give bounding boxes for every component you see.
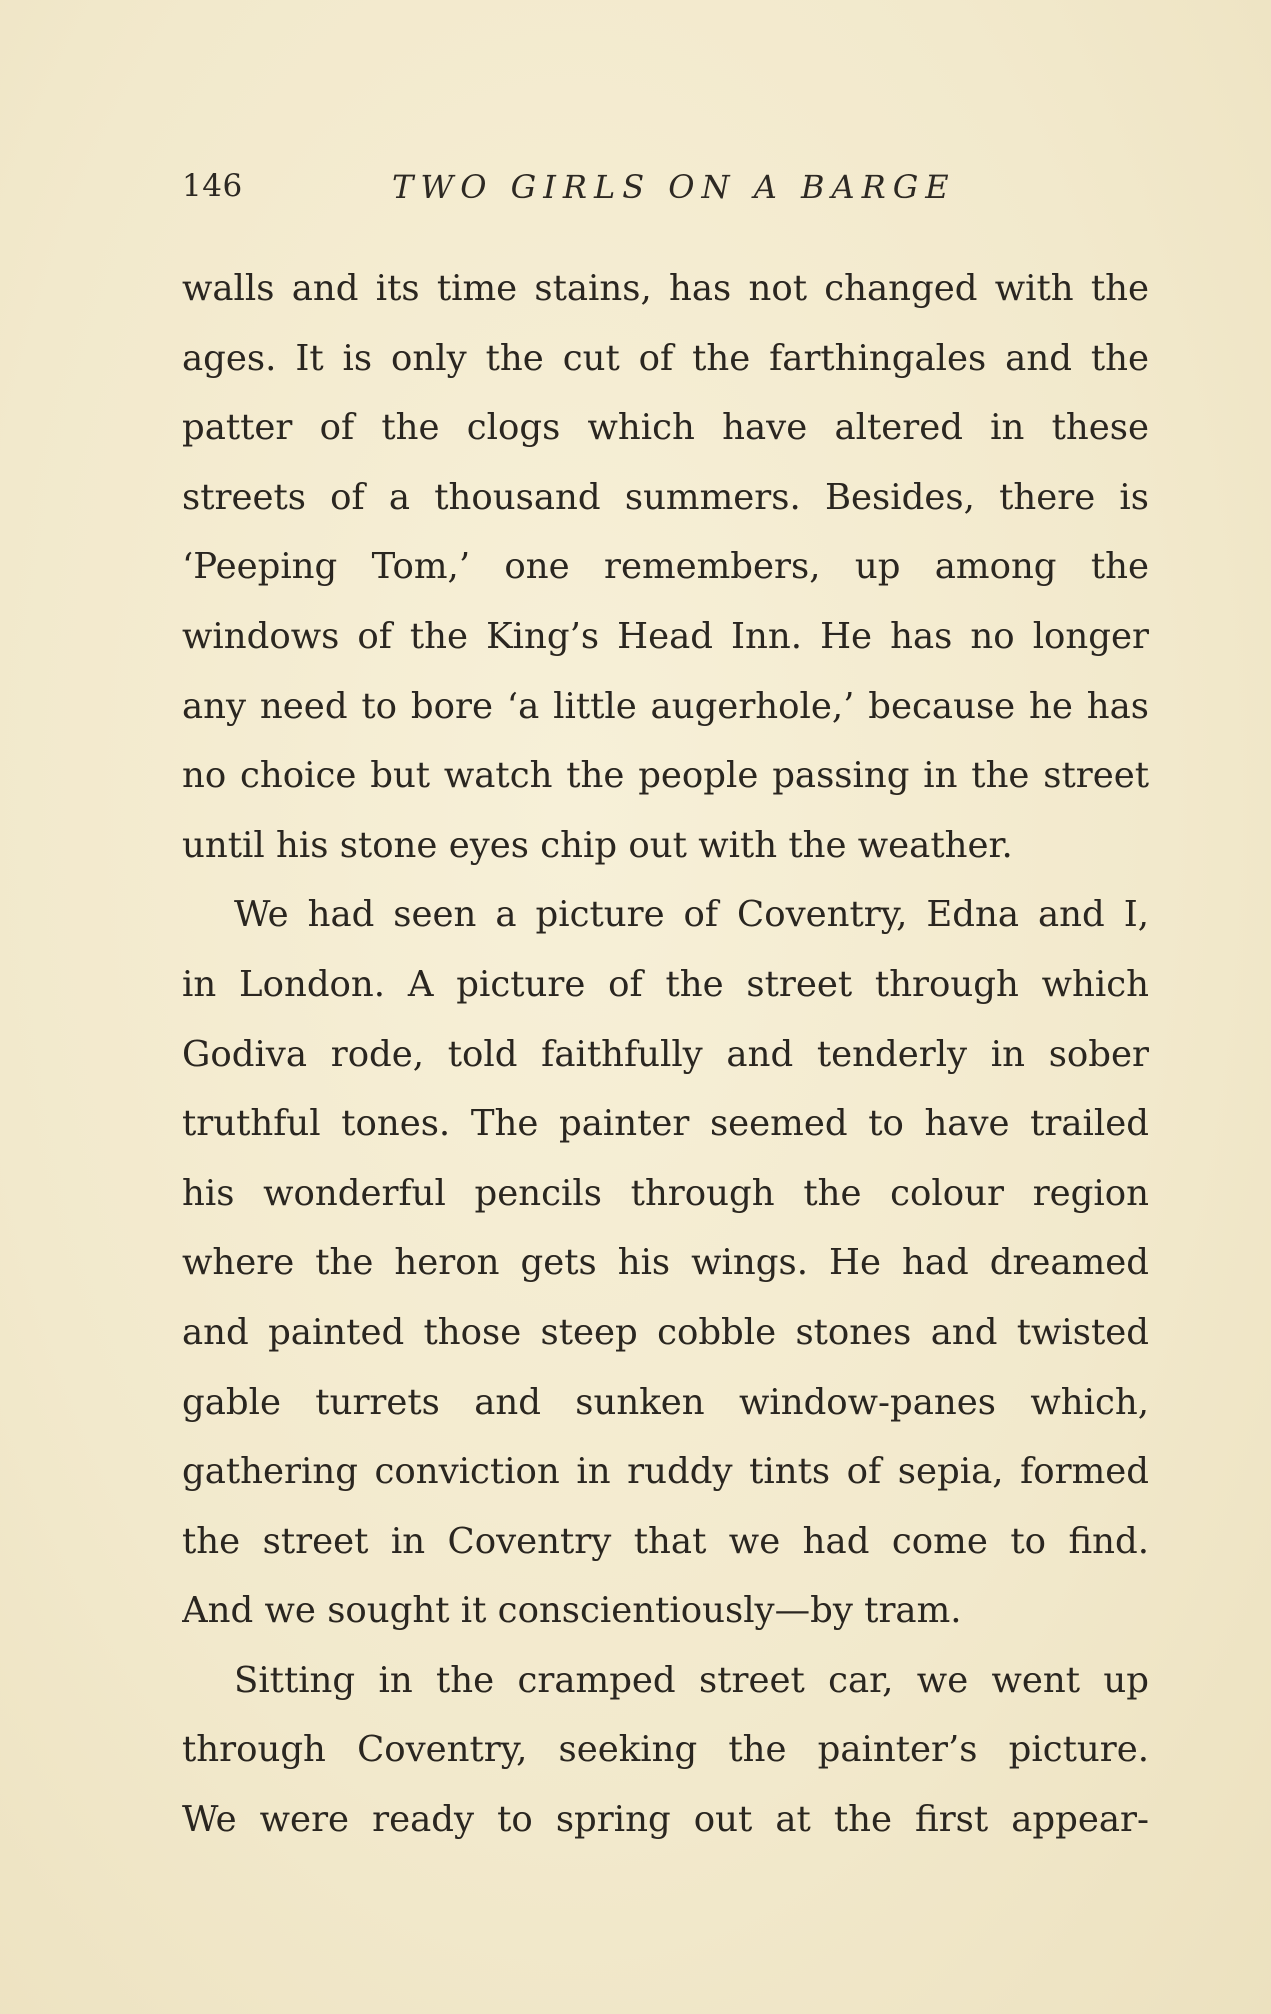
text-line: the street in Coventry that we had come to find.	[182, 1520, 1149, 1562]
text-line: through Coventry, seeking the painter’s picture.	[182, 1729, 1149, 1771]
running-head	[182, 168, 1149, 214]
text-line: And we sought it conscientiously—by tram.	[182, 1590, 962, 1632]
text-line: where the heron gets his wings. He had dreamed	[182, 1242, 1149, 1284]
text-line: windows of the King’s Head Inn. He has no longer	[182, 615, 1149, 657]
text-line: Godiva rode, told faithfully and tenderly in sober	[182, 1033, 1149, 1075]
text-line: ages. It is only the cut of the farthingales and the	[182, 337, 1149, 379]
text-line: until his stone eyes chip out with the weather.	[182, 824, 1013, 866]
text-line: gable turrets and sunken window-panes which,	[182, 1381, 1149, 1423]
text-line: truthful tones. The painter seemed to have trailed	[182, 1103, 1149, 1145]
body-text	[182, 254, 1149, 1855]
text-line: any need to bore ‘a little augerhole,’ because he has	[182, 685, 1149, 727]
page-number: 146	[182, 168, 243, 204]
text-line: no choice but watch the people passing in the street	[182, 755, 1149, 797]
text-line: in London. A picture of the street through which	[182, 963, 1149, 1005]
text-line: Sitting in the cramped street car, we went up	[234, 1659, 1149, 1701]
text-line: gathering conviction in ruddy tints of sepia, formed	[182, 1451, 1149, 1493]
text-line: patter of the clogs which have altered in these	[182, 407, 1149, 449]
text-line: his wonderful pencils through the colour region	[182, 1172, 1149, 1214]
text-line: We were ready to spring out at the first appear-	[182, 1799, 1149, 1841]
text-line: and painted those steep cobble stones and twisted	[182, 1311, 1149, 1353]
text-line: We had seen a picture of Coventry, Edna and I,	[234, 894, 1149, 936]
text-line: walls and its time stains, has not changed with the	[182, 268, 1149, 309]
text-line: streets of a thousand summers. Besides, there is	[182, 476, 1149, 518]
text-line: ‘Peeping Tom,’ one remembers, up among the	[182, 546, 1149, 588]
running-title: TWO GIRLS ON A BARGE	[392, 168, 956, 206]
